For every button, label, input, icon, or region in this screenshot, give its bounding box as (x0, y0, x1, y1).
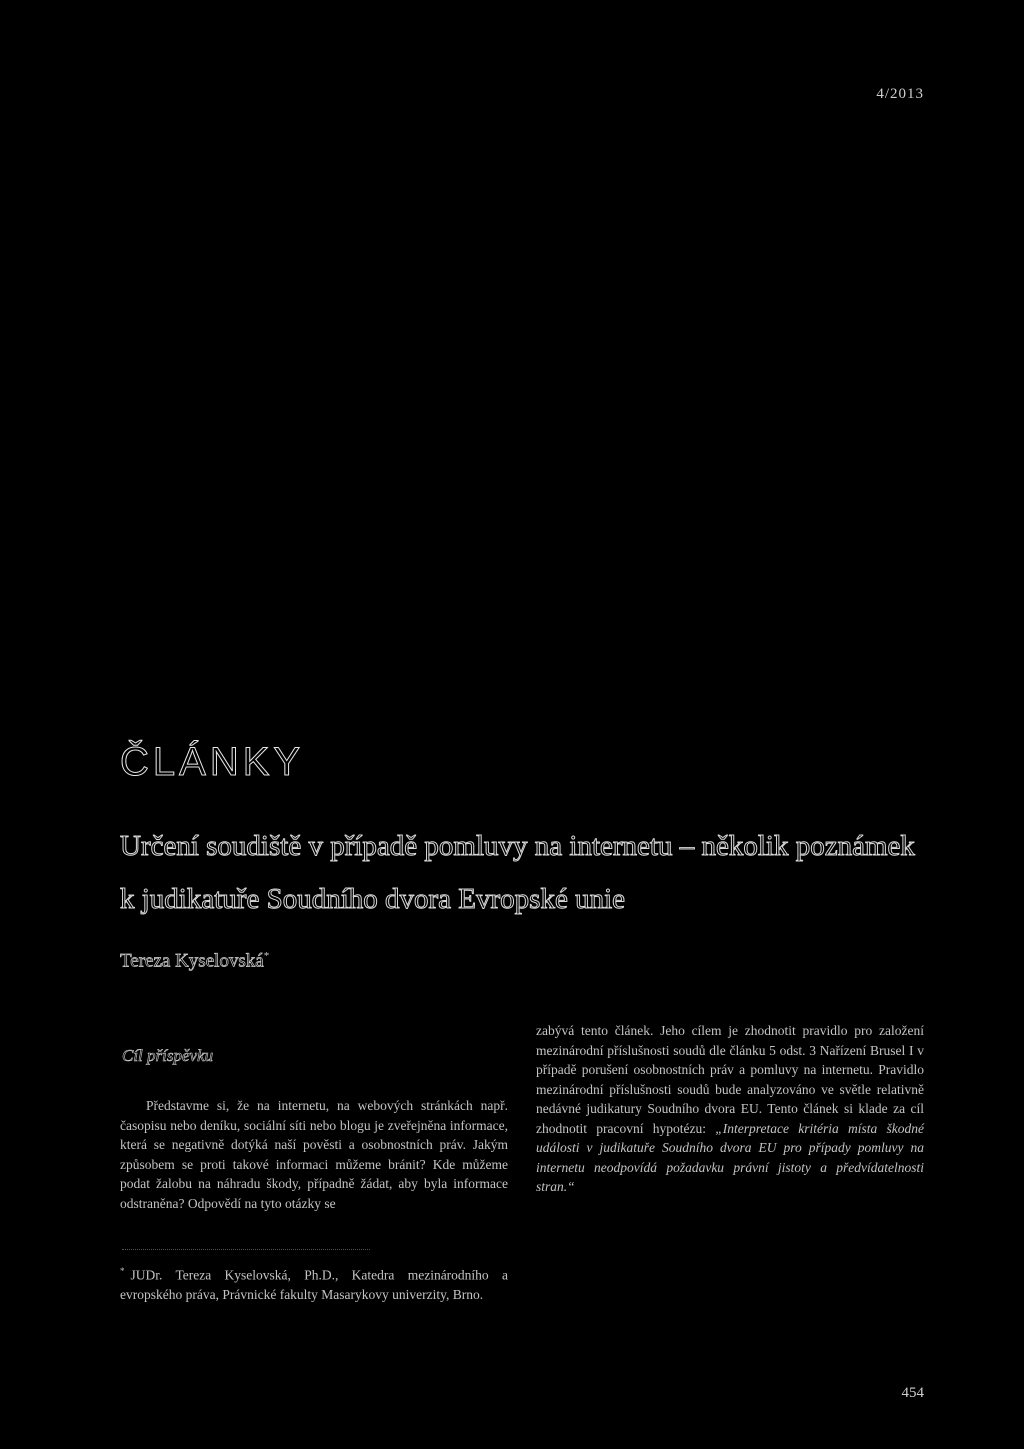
issue-number: 4/2013 (876, 86, 924, 102)
hypothesis-quote: „Interpretace kritéria místa škodné události v judikatuře Soudního dvora EU pro případy pomluvy na internetu neodpovídá požadavku právní jistoty a předvídatelnosti stran.“ (536, 1120, 924, 1194)
footnote (120, 1262, 508, 1305)
right-column-text: zabývá tento článek. Jeho cílem je zhodnotit pravidlo pro založení mezinárodní příslušnosti soudů dle článku 5 odst. 3 Nařízení Brusel I v případě porušení osobnostních práv a pomluvy na internetu. Pravidlo mezinárodní příslušnosti soudů bude analyzováno ve světle relativně nedávné judikatury Soudního dvora EU. Tento článek si klade za cíl zhodnotit pracovní hypotézu: (536, 1023, 924, 1136)
footnote-text: JUDr. Tereza Kyselovská, Ph.D., Katedra mezinárodního a evropského práva, Právnické fakulty Masarykovy univerzity, Brno. (120, 1267, 508, 1302)
aim-heading: Cíl příspěvku (122, 1046, 214, 1065)
left-column-text: Představme si, že na internetu, na webových stránkách např. časopisu nebo deníku, sociální síti nebo blogu je zveřejněna informace, která se negativně dotýká naší pověsti a osobnostních práv. Jakým způsobem se proti takové informaci můžeme bránit? Kde můžeme podat žalobu na náhradu škody, případně žádat, aby byla informace odstraněna? Odpovědí na tyto otázky se (120, 1098, 508, 1211)
section-heading: ČLÁNKY (120, 740, 305, 784)
page-number: 454 (901, 1385, 924, 1401)
author-footnote-mark: * (263, 950, 270, 962)
article-title-line-1: Určení soudiště v případě pomluvy na internetu – několik poznámek (120, 830, 915, 862)
footnote-mark: * (120, 1266, 125, 1276)
article-title-line-2: k judikatuře Soudního dvora Evropské unie (120, 883, 625, 915)
author (120, 950, 269, 972)
author-name: Tereza Kyselovská (120, 950, 264, 972)
right-column (536, 1021, 924, 1197)
footnote-divider (122, 1249, 370, 1250)
